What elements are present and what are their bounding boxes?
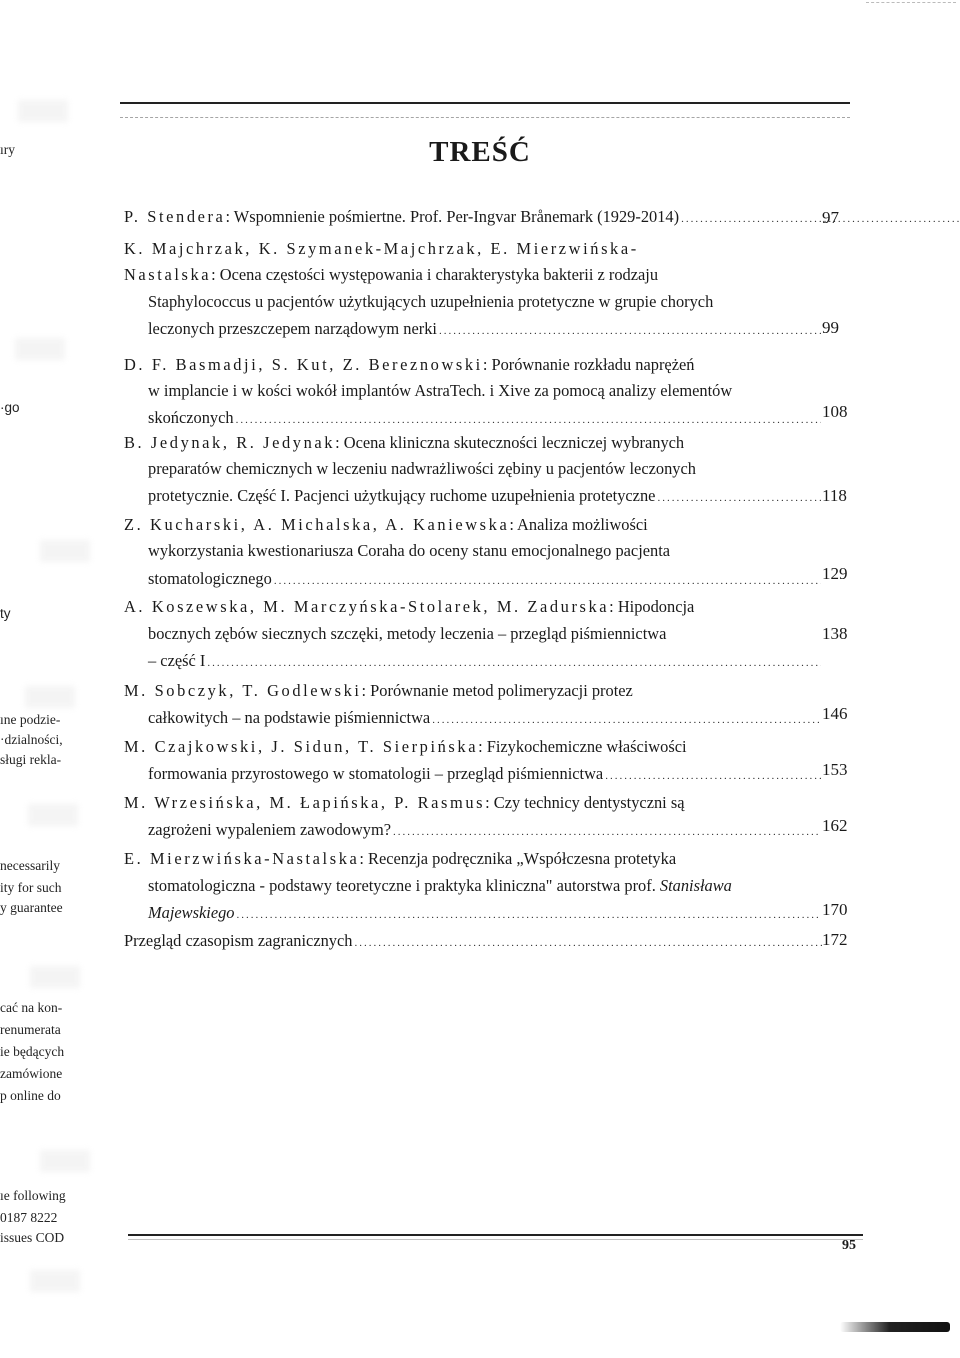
toc-title: Przegląd czasopism zagranicznych	[124, 931, 353, 950]
margin-smudge	[25, 686, 75, 708]
margin-fragment: p online do	[0, 1088, 61, 1103]
toc-authors: M. Sobczyk, T. Godlewski	[124, 681, 362, 700]
toc-authors: D. F. Basmadji, S. Kut, Z. Bereznowski	[124, 355, 483, 374]
toc-page-number: 146	[822, 704, 848, 723]
page-number: 95	[842, 1238, 856, 1253]
margin-smudge	[15, 338, 65, 360]
toc-title: Staphylococcus u pacjentów użytkujących uzupełnienia protetyczne w grupie chorych	[148, 292, 714, 311]
toc-title: : Wspomnienie pośmiertne. Prof. Per-Ingvar Brånemark (1929-2014)	[225, 207, 680, 226]
toc-line	[124, 434, 684, 452]
toc-authors: Nastalska	[124, 265, 212, 284]
margin-smudge	[30, 966, 80, 988]
toc-title: protetycznie. Część I. Pacjenci użytkujący ruchome uzupełnienia protetyczne	[148, 486, 656, 505]
toc-title: : Fizykochemiczne właściwości	[478, 737, 687, 756]
toc-line	[148, 570, 823, 588]
toc-title: : Analiza możliwości	[509, 515, 648, 534]
toc-title: : Porównanie metod polimeryzacji protez	[361, 681, 633, 700]
footer-rule	[128, 1234, 863, 1236]
margin-fragment: ie będących	[0, 1044, 65, 1059]
toc-leader-dots	[681, 213, 960, 225]
toc-authors: A. Koszewska, M. Marczyńska-Stolarek, M. Zadurska	[124, 597, 610, 616]
margin-fragment: ty	[0, 606, 11, 621]
toc-authors: M. Czajkowski, J. Sidun, T. Sierpińska	[124, 737, 479, 756]
toc-line	[124, 932, 824, 950]
toc-title: leczonych przeszczepem narządowym nerki	[148, 319, 437, 338]
top-edge-marks	[866, 2, 956, 3]
toc-line	[148, 821, 823, 839]
toc-line	[148, 320, 823, 338]
toc-title: wykorzystania kwestionariusza Coraha do oceny stanu emocjonalnego pacjenta	[148, 541, 671, 560]
margin-fragment: y guarantee	[0, 900, 63, 915]
toc-title: zagrożeni wypaleniem zawodowym?	[148, 820, 392, 839]
toc-title: skończonych	[148, 408, 234, 427]
margin-fragment: ıe following	[0, 1188, 66, 1203]
toc-authors: Z. Kucharski, A. Michalska, A. Kaniewska	[124, 515, 510, 534]
toc-authors: B. Jedynak, R. Jedynak	[124, 433, 336, 452]
margin-fragment: ·go	[0, 400, 20, 415]
toc-title: bocznych zębów siecznych szczęki, metody leczenia – przegląd piśmiennictwa	[148, 624, 667, 643]
margin-smudge	[28, 804, 78, 826]
toc-line	[124, 266, 658, 284]
toc-leader-dots	[432, 714, 821, 726]
toc-page-number: 172	[822, 930, 848, 949]
toc-authors: P. Stendera	[124, 207, 226, 226]
margin-smudge	[30, 1270, 80, 1292]
toc-line	[124, 682, 633, 700]
toc-page-number: 153	[822, 760, 848, 779]
scan-edge-mark	[840, 1322, 950, 1332]
header-dashed-rule	[120, 117, 850, 118]
toc-title: : Czy technicy dentystyczni są	[485, 793, 685, 812]
toc-leader-dots	[354, 937, 822, 949]
toc-page-number: 162	[822, 816, 848, 835]
margin-smudge	[40, 540, 90, 562]
toc-line	[148, 652, 823, 670]
margin-smudge	[18, 100, 68, 122]
margin-fragment: sługi rekla-	[0, 752, 62, 767]
toc-leader-dots	[605, 770, 821, 782]
toc-title: : Hipodoncja	[609, 597, 695, 616]
margin-fragment: renumerata	[0, 1022, 61, 1037]
margin-fragment: ·dzialności,	[0, 732, 63, 747]
toc-line	[148, 487, 823, 505]
toc-line	[148, 709, 823, 727]
toc-title: : Porównanie rozkładu naprężeń	[482, 355, 695, 374]
margin-fragment: zamówione	[0, 1066, 63, 1081]
toc-leader-dots	[236, 414, 821, 426]
header-rule	[120, 102, 850, 104]
toc-line	[124, 738, 687, 756]
toc-authors: E. Mierzwińska-Nastalska	[124, 849, 360, 868]
toc-title: : Recenzja podręcznika „Współczesna protetyka	[359, 849, 677, 868]
toc-line	[124, 516, 648, 534]
margin-smudge	[40, 1150, 90, 1172]
toc-title: całkowitych – na podstawie piśmiennictwa	[148, 708, 431, 727]
toc-title: formowania przyrostowego w stomatologii – przegląd piśmiennictwa	[148, 764, 604, 783]
margin-fragment: necessarily	[0, 858, 60, 873]
toc-page-number: 129	[822, 564, 848, 583]
toc-line	[148, 877, 732, 895]
toc-page-number: 97	[822, 208, 839, 227]
toc-line	[148, 765, 823, 783]
toc-authors: K. Majchrzak, K. Szymanek-Majchrzak, E. Mierzwińska-	[124, 239, 639, 258]
toc-leader-dots	[207, 657, 821, 669]
toc-title-italic: Stanisława	[659, 876, 732, 895]
toc-page-number: 108	[822, 402, 848, 421]
toc-leader-dots	[393, 826, 821, 838]
toc-line	[124, 598, 694, 616]
margin-fragment: issues COD	[0, 1230, 65, 1245]
toc-line	[124, 356, 694, 374]
toc-title-italic: Majewskiego	[148, 903, 235, 922]
margin-fragment: ıry	[0, 142, 15, 157]
toc-leader-dots	[439, 325, 821, 337]
toc-title: preparatów chemicznych w leczeniu nadwrażliwości zębiny u pacjentów leczonych	[148, 459, 696, 478]
toc-page-number: 118	[822, 486, 847, 505]
toc-authors: M. Wrzesińska, M. Łapińska, P. Rasmus	[124, 793, 486, 812]
toc-page-number: 138	[822, 624, 848, 643]
toc-leader-dots	[657, 492, 821, 504]
toc-line	[124, 794, 685, 812]
toc-line	[148, 904, 823, 922]
toc-title: stomatologicznego	[148, 569, 272, 588]
toc-line	[124, 850, 676, 868]
toc-page-number: 170	[822, 900, 848, 919]
margin-fragment: ıne podzie-	[0, 712, 61, 727]
page-title: TREŚĆ	[429, 136, 531, 168]
toc-leader-dots	[274, 575, 821, 587]
toc-line	[148, 409, 823, 427]
toc-title: stomatologiczna - podstawy teoretyczne i praktyka kliniczna" autorstwa prof.	[148, 876, 660, 895]
toc-leader-dots	[236, 909, 821, 921]
toc-title: : Ocena częstości występowania i charakterystyka bakterii z rodzaju	[211, 265, 659, 284]
margin-fragment: ity for such	[0, 880, 62, 895]
toc-title: w implancie i w kości wokół implantów AstraTech. i Xive za pomocą analizy elementów	[148, 381, 733, 400]
toc-title: : Ocena kliniczna skuteczności leczniczej wybranych	[335, 433, 685, 452]
margin-fragment: cać na kon-	[0, 1000, 63, 1015]
footer-thin-rule	[128, 1239, 863, 1240]
toc-page-number: 99	[822, 318, 839, 337]
margin-fragment: 0187 8222	[0, 1210, 58, 1225]
toc-title: – część I	[148, 651, 206, 670]
